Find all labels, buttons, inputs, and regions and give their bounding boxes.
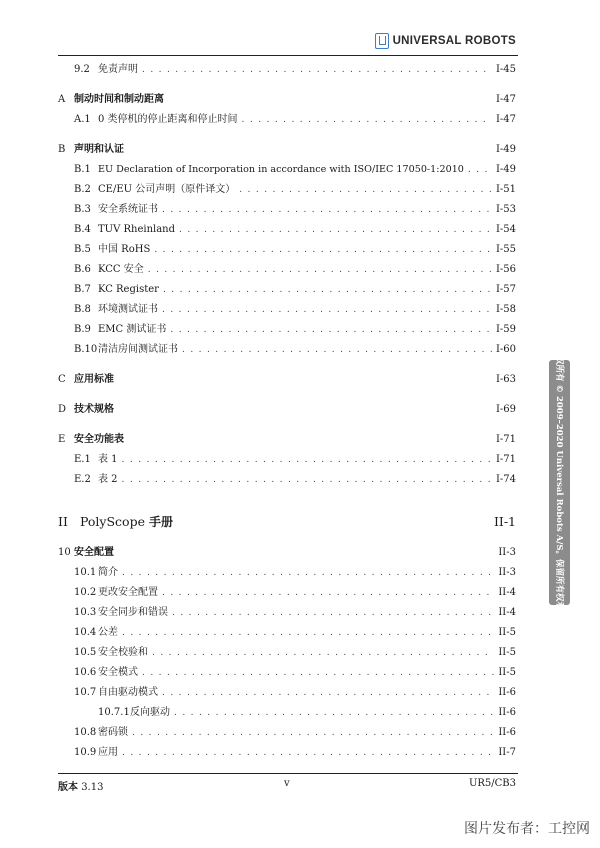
toc-number: B.9 (74, 324, 91, 335)
copyright-text: 版权所有 © 2009–2020 Universal Robots A/S。保留所有权利。 (553, 347, 564, 618)
toc-entry[interactable] (58, 745, 516, 761)
toc-leader (142, 62, 492, 78)
toc-title: 密码锁 (98, 727, 128, 738)
toc-title: CE/EU 公司声明（原件译文） (98, 184, 236, 195)
toc-number: II (58, 514, 68, 529)
toc-number: 9.2 (74, 64, 90, 75)
toc-leader (162, 585, 494, 601)
toc-leader (170, 322, 492, 338)
toc-number: B.7 (74, 284, 91, 295)
toc-title: 自由驱动模式 (98, 687, 158, 698)
toc-subentry[interactable] (58, 705, 516, 721)
toc-number: B.6 (74, 264, 91, 275)
toc-leader (122, 452, 492, 468)
toc-page: II-3 (498, 547, 516, 558)
version-label: 版本 (58, 782, 78, 793)
toc-number: E.1 (74, 454, 91, 465)
toc-leader (122, 472, 492, 488)
toc-page: I-51 (495, 184, 516, 195)
toc-entry[interactable] (58, 182, 516, 198)
publisher-watermark: 图片发布者：工控网 (464, 821, 590, 837)
footer-model: UR5/CB3 (468, 778, 516, 789)
toc-entry[interactable] (58, 242, 516, 258)
toc-leader (468, 162, 492, 178)
toc-number: A.1 (74, 114, 91, 125)
version-value: 3.13 (81, 782, 104, 793)
toc-number: D (58, 404, 67, 415)
toc-leader (163, 282, 492, 298)
toc-page: I-45 (495, 64, 516, 75)
toc-title: KC Register (98, 284, 159, 295)
toc-number: 10.9 (74, 747, 97, 758)
brand-name: UNIVERSAL ROBOTS (392, 35, 516, 47)
toc-title: KCC 安全 (98, 264, 144, 275)
copyright-side-tab (549, 347, 570, 618)
toc-part[interactable] (58, 512, 516, 532)
toc-title: 声明和认证 (74, 144, 124, 155)
toc-number: 10.8 (74, 727, 97, 738)
toc-entry[interactable] (58, 112, 516, 128)
footer-rule (58, 773, 518, 774)
toc-page: II-6 (498, 707, 516, 718)
toc-entry[interactable] (58, 472, 516, 488)
toc-page: I-54 (495, 224, 516, 235)
toc-title: EU Declaration of Incorporation in accordance with ISO/IEC 17050-1:2010 (98, 164, 464, 175)
toc-page: I-58 (495, 304, 516, 315)
toc-title: 反向驱动 (130, 707, 170, 718)
toc-title: 环境测试证书 (98, 304, 158, 315)
toc-leader (122, 625, 494, 641)
toc-title: 技术规格 (74, 404, 114, 415)
toc-leader (179, 222, 492, 238)
toc-number: B.5 (74, 244, 91, 255)
toc-entry[interactable] (58, 62, 516, 78)
toc-page: II-7 (498, 747, 516, 758)
toc-title: 中国 RoHS (98, 244, 151, 255)
toc-page: I-71 (495, 454, 516, 465)
toc-entry[interactable] (58, 342, 516, 358)
toc-page: I-53 (495, 204, 516, 215)
toc-section[interactable] (58, 432, 516, 448)
toc-title: 免责声明 (98, 64, 138, 75)
toc-number: 10.3 (74, 607, 97, 618)
toc-entry[interactable] (58, 322, 516, 338)
toc-page: I-47 (495, 94, 516, 105)
toc-entry[interactable] (58, 565, 516, 581)
toc-page: I-60 (495, 344, 516, 355)
toc-number: B.3 (74, 204, 91, 215)
toc-title: 表 1 (98, 454, 118, 465)
toc-leader (148, 262, 492, 278)
toc-leader (174, 705, 494, 721)
toc-number: E.2 (74, 474, 91, 485)
toc-page: II-5 (498, 667, 516, 678)
toc-page: I-49 (495, 164, 516, 175)
toc-entry[interactable] (58, 645, 516, 661)
universal-robots-logo-icon (375, 33, 389, 49)
toc-leader (122, 565, 494, 581)
brand-logo (375, 33, 516, 49)
header-rule (58, 55, 518, 56)
toc-entry[interactable] (58, 162, 516, 178)
toc-title: 0 类停机的停止距离和停止时间 (98, 114, 238, 125)
toc-number: 10.7.1 (98, 707, 130, 718)
toc-title: 制动时间和制动距离 (74, 94, 164, 105)
toc-entry[interactable] (58, 202, 516, 218)
toc-number: 10.1 (74, 567, 97, 578)
toc-page: I-69 (495, 404, 516, 415)
toc-section[interactable] (58, 92, 516, 108)
toc-number: B.8 (74, 304, 91, 315)
toc-leader (122, 745, 494, 761)
toc-page: II-1 (493, 514, 516, 529)
toc-leader (152, 645, 494, 661)
toc-number: B.4 (74, 224, 91, 235)
toc-entry[interactable] (58, 282, 516, 298)
toc-title: 安全配置 (74, 547, 114, 558)
toc-leader (162, 202, 492, 218)
toc-section[interactable] (58, 545, 516, 561)
toc-section[interactable] (58, 402, 516, 418)
toc-title: 安全系统证书 (98, 204, 158, 215)
toc-number: E (58, 434, 66, 445)
toc-page: I-55 (495, 244, 516, 255)
toc-leader (242, 112, 492, 128)
toc-page: II-5 (498, 647, 516, 658)
toc-number: 10.6 (74, 667, 97, 678)
toc-page: I-56 (495, 264, 516, 275)
toc-title: 更改安全配置 (98, 587, 158, 598)
toc-leader (142, 665, 494, 681)
toc-title: 应用 (98, 747, 118, 758)
toc-page: I-71 (495, 434, 516, 445)
toc-title: 安全同步和错误 (98, 607, 168, 618)
toc-entry[interactable] (58, 302, 516, 318)
toc-number: 10.2 (74, 587, 97, 598)
toc-page: I-49 (495, 144, 516, 155)
toc-title: 表 2 (98, 474, 118, 485)
toc-page: II-6 (498, 687, 516, 698)
toc-title: 公差 (98, 627, 118, 638)
toc-title: 简介 (98, 567, 118, 578)
toc-page: I-74 (495, 474, 516, 485)
toc-number: B.2 (74, 184, 91, 195)
toc-title: EMC 测试证书 (98, 324, 167, 335)
toc-entry[interactable] (58, 665, 516, 681)
toc-leader (182, 342, 492, 358)
page-number: v (284, 778, 290, 789)
toc-number: B (58, 144, 66, 155)
toc-title: 安全校验和 (98, 647, 148, 658)
toc-entry[interactable] (58, 585, 516, 601)
toc-title: TUV Rheinland (98, 224, 176, 235)
toc-section[interactable] (58, 372, 516, 388)
toc-number: 10 (58, 547, 71, 558)
toc-title-cn: 手册 (148, 515, 173, 529)
toc-title: 安全功能表 (74, 434, 124, 445)
toc-entry[interactable] (58, 262, 516, 278)
toc-title: PolyScope (80, 514, 145, 529)
toc-number: A (58, 94, 66, 105)
toc-number: C (58, 374, 66, 385)
toc-entry[interactable] (58, 625, 516, 641)
toc-page: I-57 (495, 284, 516, 295)
toc-number: B.1 (74, 164, 91, 175)
toc-number: 10.5 (74, 647, 97, 658)
toc-page: I-63 (495, 374, 516, 385)
toc-title: 清洁房间测试证书 (98, 344, 178, 355)
toc-entry[interactable] (58, 605, 516, 621)
toc-page: II-5 (498, 627, 516, 638)
toc-section[interactable] (58, 142, 516, 158)
toc-page: II-3 (498, 567, 516, 578)
toc-leader (132, 725, 494, 741)
toc-entry[interactable] (58, 222, 516, 238)
toc-page: II-4 (498, 607, 516, 618)
toc-leader (239, 182, 492, 198)
toc-leader (162, 302, 492, 318)
toc-entry[interactable] (58, 685, 516, 701)
toc-number: 10.7 (74, 687, 97, 698)
footer-version (58, 778, 103, 793)
toc-leader (162, 685, 494, 701)
toc-entry[interactable] (58, 452, 516, 468)
toc-page: I-59 (495, 324, 516, 335)
toc-title: 安全模式 (98, 667, 138, 678)
toc-page: II-6 (498, 727, 516, 738)
toc-page: II-4 (498, 587, 516, 598)
toc-leader (154, 242, 492, 258)
toc-entry[interactable] (58, 725, 516, 741)
toc-number: B.10 (74, 344, 98, 355)
toc-leader (172, 605, 494, 621)
toc-number: 10.4 (74, 627, 97, 638)
toc-title: 应用标准 (74, 374, 114, 385)
toc-page: I-47 (495, 114, 516, 125)
